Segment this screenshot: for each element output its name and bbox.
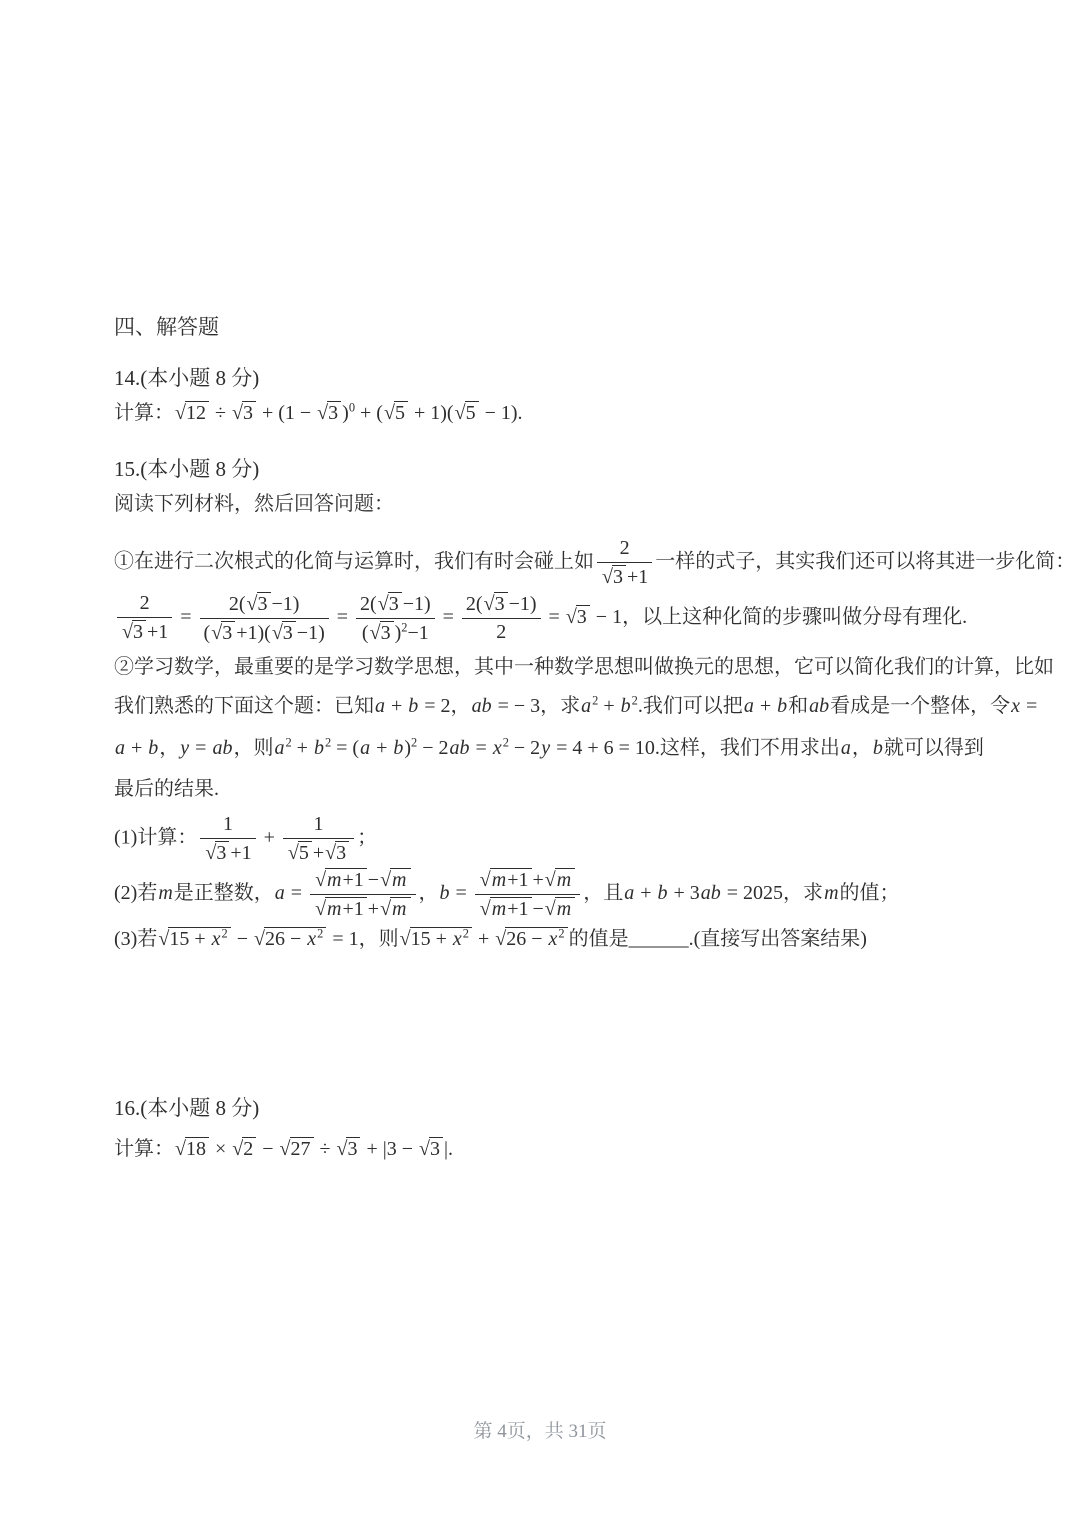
- problem-15-question-2: (2)若m是正整数，a = $\frac{√ m+1 -√ m}{√ m+1 +√ m}$ ，b = $\frac{√ m+1 +√ m}{√ m+1 -√ m}$ ，且a + b + 3ab = 2025，求m的值；: [114, 868, 900, 920]
- radical-sign: √: [317, 401, 328, 424]
- radical-sign: √: [336, 1138, 347, 1161]
- radical-sign: √: [419, 1138, 430, 1161]
- problem-15-question-1: (1)计算： $\frac{1}{√3 +1}$ + $\frac{1}{√5 +√3}$ ；: [114, 812, 378, 864]
- radical-sign: √: [479, 868, 490, 891]
- problem-15-material-1: ①在进行二次根式的化简与运算时，我们有时会碰上如 $\frac{2}{√3 +1}$ 一样的式子，其实我们还可以将其进一步化简：: [114, 536, 1076, 588]
- radical-sign: √: [369, 621, 380, 644]
- radical-sign: √: [544, 897, 555, 920]
- problem-15-question-3: (3)若$√15 + x^2 - √26 - x^2 = 1$，则$√15 + x^2 + √26 - x^2$ 的值是______.(直接写出答案结果): [114, 926, 867, 950]
- radical-sign: √: [279, 1138, 290, 1161]
- problem-16-heading: 16.(本小题 8 分): [114, 1095, 260, 1120]
- radical-sign: √: [454, 401, 465, 424]
- problem-16-expression: 计算：√18 × √2 − √27 ÷ √3 + |3 − √3 |.: [114, 1138, 454, 1161]
- radical-sign: √: [253, 927, 264, 950]
- radical-sign: √: [399, 927, 410, 950]
- radical-sign: √: [377, 592, 388, 615]
- section-heading: 四、解答题: [114, 315, 219, 339]
- radical-sign: √: [158, 927, 169, 950]
- problem-16: [114, 1095, 1000, 1162]
- radical-sign: √: [122, 621, 132, 644]
- problem-14-expression: 计算：√12 ÷ √3 + (1 − √3 )$^0$ + (√5 + 1)(√5 − 1).: [114, 399, 523, 424]
- radical-sign: √: [246, 592, 257, 615]
- problem-15-heading: 15.(本小题 8 分): [114, 456, 260, 481]
- page-number-text: 第 4页，共 31页: [473, 1421, 607, 1442]
- problem-15-material-2-line-3: a + b，y = ab，则$a^2 + b^2 = (a + b)^2 - 2ab = x^2 - 2y = 4 + 6 = 10$.这样，我们不用求出a，b就可以得到: [115, 735, 984, 759]
- radical-sign: √: [205, 841, 216, 864]
- radical-sign: √: [380, 897, 391, 920]
- problem-15-material-2-line-2: 我们熟悉的下面这个题：已知a + b = 2，ab = − 3，求$a^2 + b^2$.我们可以把a + b和ab看成是一个整体，令x =: [114, 693, 1038, 717]
- radical-sign: √: [380, 868, 391, 891]
- page-footer: [0, 1416, 1080, 1443]
- problem-14-heading: 14.(本小题 8 分): [114, 366, 260, 391]
- radical-sign: √: [211, 621, 222, 644]
- radical-sign: √: [232, 1138, 243, 1161]
- radical-sign: √: [495, 927, 506, 950]
- radical-sign: √: [602, 565, 612, 588]
- radical-sign: √: [565, 605, 576, 628]
- radical-sign: √: [325, 841, 336, 864]
- radical-sign: √: [175, 1138, 185, 1161]
- radical-sign: √: [315, 897, 326, 920]
- exam-content: [114, 314, 1076, 1162]
- radical-sign: √: [383, 401, 394, 424]
- problem-15: [114, 456, 1076, 952]
- radical-sign: √: [271, 621, 282, 644]
- radical-sign: √: [231, 401, 242, 424]
- radical-sign: √: [175, 401, 185, 424]
- problem-15-intro: 阅读下列材料，然后回答问题：: [114, 492, 394, 515]
- problem-15-material-2-line-1: ②学习数学，最重要的是学习数学思想，其中一种数学思想叫做换元的思想，它可以简化我们的计算，比如: [114, 655, 1054, 678]
- radical-sign: √: [315, 868, 326, 891]
- problem-14: [114, 365, 1000, 425]
- radical-sign: √: [479, 897, 490, 920]
- radical-sign: √: [287, 841, 298, 864]
- problem-15-material-2-line-4: 最后的结果.: [114, 777, 219, 800]
- radical-sign: √: [544, 868, 555, 891]
- radical-sign: √: [483, 593, 494, 616]
- problem-15-rationalization-chain: $\frac{2}{√3 +1}$ = $\frac{2(√3 -1)}{(√3 +1)(√3 -1)}$ = $\frac{2(√3 -1)}{(√3 )^2-1}$ = $\frac{2(√3 -1)}{2}$ = √3 − 1，以上这种化简的步骤叫做分母有理化.: [114, 592, 1000, 645]
